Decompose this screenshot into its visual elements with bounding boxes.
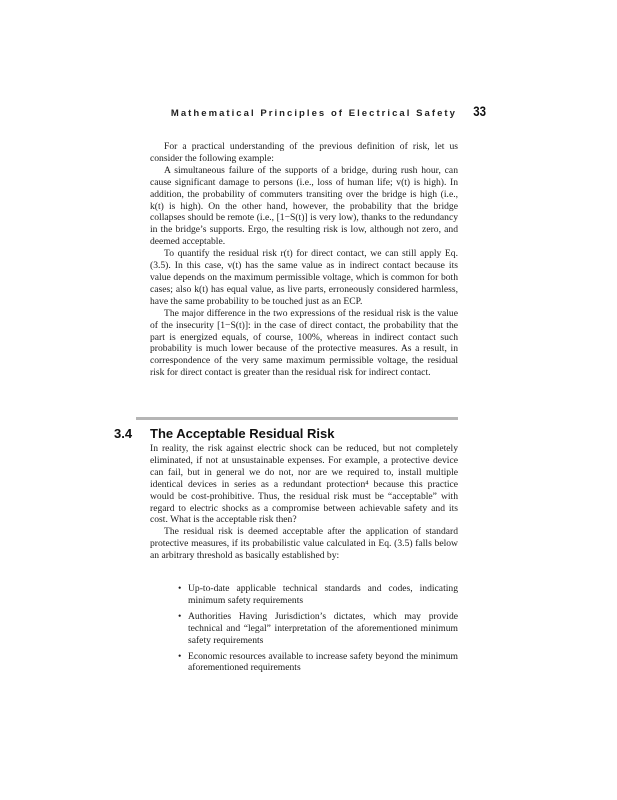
list-item-text: Up-to-date applicable technical standards and codes, indicating minimum safety requirements (188, 583, 458, 606)
list-item-text: Economic resources available to increase safety beyond the minimum aforementioned requirements (188, 650, 458, 674)
body-text-top (150, 141, 458, 379)
paragraph: In reality, the risk against electric shock can be reduced, but not completely eliminated, if not at unsustainable expenses. For example, a protective device can fail, but in general we do not, nor are we required to, install multiple identical devices in series as a redundant protection⁴ because this practice would be cost-prohibitive. Thus, the residual risk must be “acceptable” with regard to electric shocks as a compromise between achievable safety and its cost. What is the acceptable risk then? (150, 443, 458, 526)
bullet-list (178, 583, 458, 678)
running-head (150, 104, 486, 119)
body-text-section (150, 443, 458, 562)
running-title: Mathematical Principles of Electrical Safety (170, 108, 457, 119)
paragraph: The major difference in the two expressions of the residual risk is the value of the insecurity [1−S(t)]: in the case of direct contact, the probability that the part is energized equals, of course, 100%, whereas in indirect contact such probability is much lower because of the protective measures. As a result, in correspondence of the very same maximum permissible voltage, the residual risk for direct contact is greater than the residual risk for indirect contact. (150, 307, 458, 379)
list-item-text: Authorities Having Jurisdiction’s dictates, which may provide technical and “legal” interpretation of the aforementioned minimum safety requirements (188, 610, 458, 646)
paragraph: A simultaneous failure of the supports of a bridge, during rush hour, can cause significant damage to persons (i.e., loss of human life; v(t) is high). In addition, the probability of commuters transiting over the bridge is high (i.e., k(t) is high). On the other hand, however, the probability that the bridge collapses should be remote (i.e., [1−S(t)] is very low), thanks to the redundancy in the bridge’s supports. Ergo, the resulting risk is low, although not zero, and deemed acceptable. (150, 164, 458, 248)
list-item (178, 583, 458, 607)
list-item (178, 651, 458, 675)
paragraph: The residual risk is deemed acceptable after the application of standard protective measures, if its probabilistic value calculated in Eq. (3.5) falls below an arbitrary threshold as basically established by: (150, 526, 458, 562)
page-number: 33 (473, 104, 486, 119)
bullet-marker: • (178, 583, 182, 594)
section-heading (114, 426, 334, 441)
section-title: The Acceptable Residual Risk (150, 426, 335, 441)
section-number: 3.4 (114, 426, 133, 441)
bullet-marker: • (178, 610, 182, 622)
bullet-marker: • (178, 650, 182, 662)
paragraph: To quantify the residual risk r(t) for direct contact, we can still apply Eq. (3.5). In this case, v(t) has the same value as in indirect contact because its value depends on the maximum permissible voltage, which is common for both cases; also k(t) has equal value, as live parts, erroneously considered harmless, have the same probability to be touched just as an ECP. (150, 248, 458, 307)
paragraph: For a practical understanding of the previous definition of risk, let us consider the following example: (150, 141, 458, 164)
list-item (178, 611, 458, 647)
section-divider (136, 417, 458, 420)
